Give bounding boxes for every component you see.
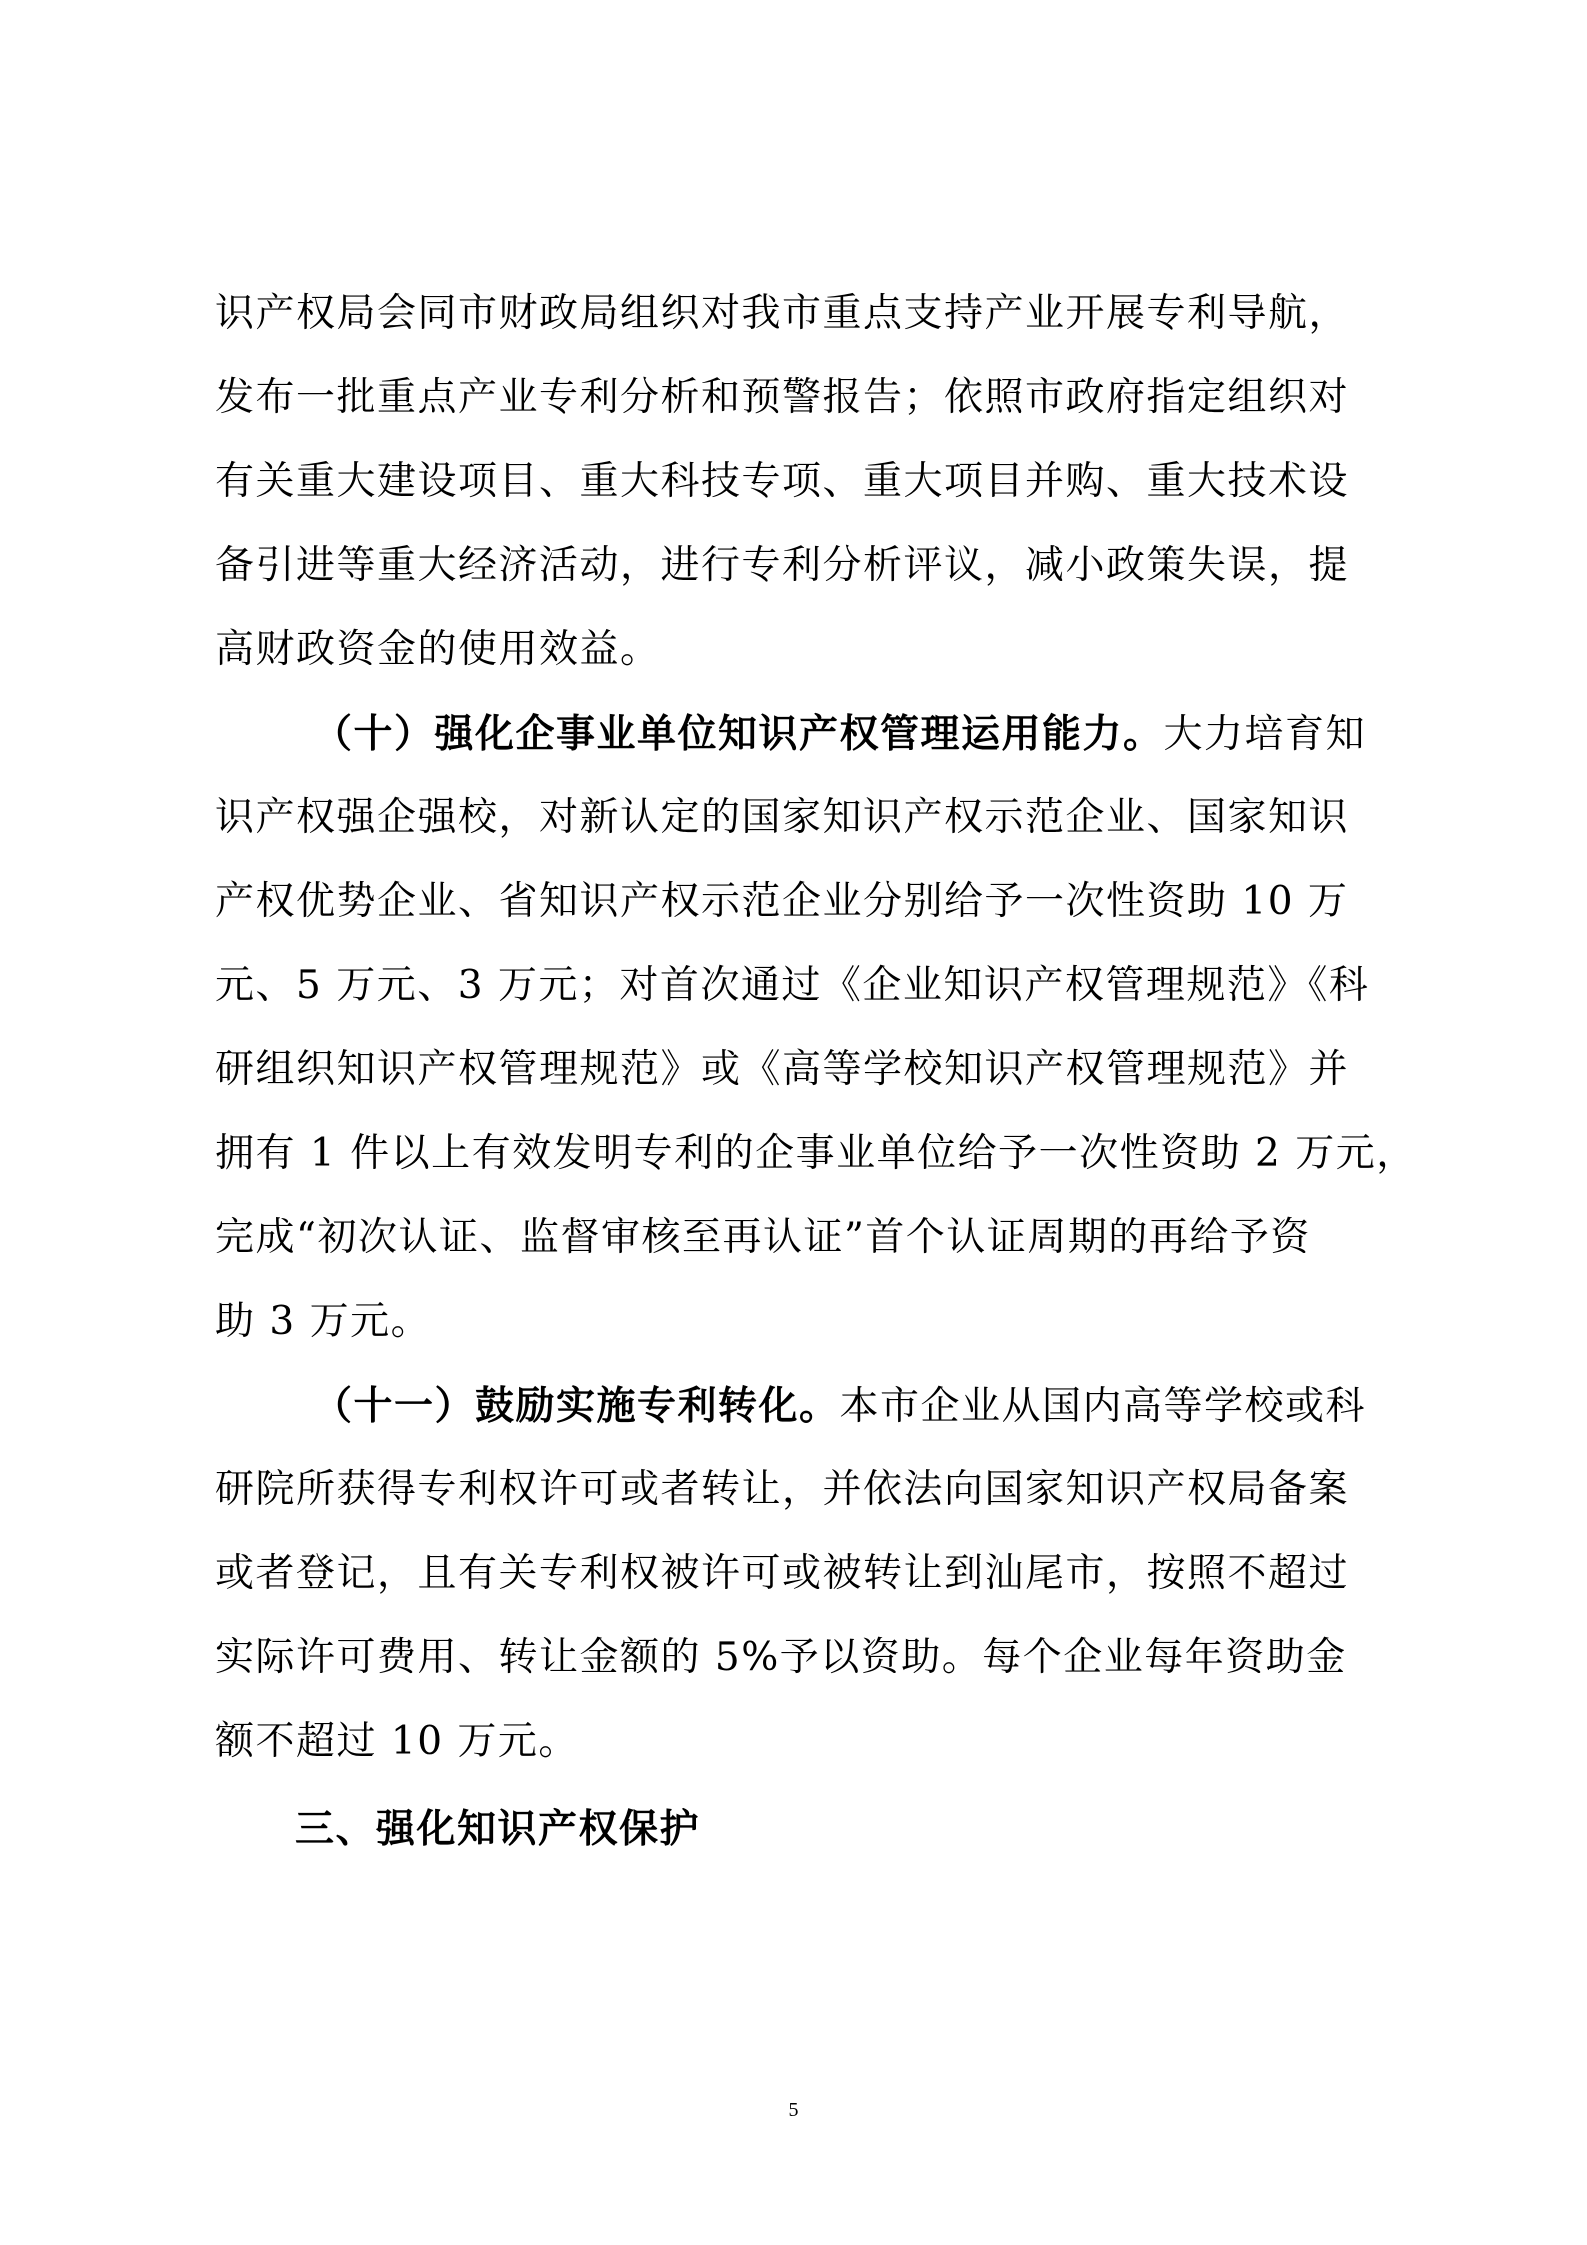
paragraph-3-line-5: 额不超过 10 万元。 bbox=[215, 1719, 579, 1764]
paragraph-2-line-2: 识产权强企强校，对新认定的国家知识产权示范企业、国家知识 bbox=[215, 795, 1350, 840]
paragraph-3-heading: （十一）鼓励实施专利转化。 bbox=[313, 1383, 840, 1429]
paragraph-1-line-1: 识产权局会同市财政局组织对我市重点支持产业开展专利导航， bbox=[215, 291, 1350, 336]
paragraph-2-line-5: 研组织知识产权管理规范》或《高等学校知识产权管理规范》并 bbox=[215, 1047, 1350, 1092]
paragraph-1-line-3: 有关重大建设项目、重大科技专项、重大项目并购、重大技术设 bbox=[215, 459, 1350, 504]
paragraph-1-line-4: 备引进等重大经济活动，进行专利分析评议，减小政策失误，提 bbox=[215, 543, 1350, 588]
paragraph-2-line-3: 产权优势企业、省知识产权示范企业分别给予一次性资助 10 万 bbox=[215, 879, 1349, 924]
paragraph-3-first-line-rest: 本市企业从国内高等学校或科 bbox=[839, 1384, 1367, 1429]
paragraph-1-line-5: 高财政资金的使用效益。 bbox=[215, 627, 661, 672]
paragraph-3-first-line bbox=[313, 1382, 1587, 1431]
section-heading: 三、强化知识产权保护 bbox=[295, 1807, 701, 1852]
paragraph-2-line-6: 拥有 1 件以上有效发明专利的企事业单位给予一次性资助 2 万元， bbox=[215, 1131, 1417, 1176]
paragraph-2-first-line bbox=[313, 710, 1587, 759]
paragraph-2-first-line-rest: 大力培育知 bbox=[1163, 712, 1367, 757]
paragraph-1-line-2: 发布一批重点产业专利分析和预警报告；依照市政府指定组织对 bbox=[215, 375, 1350, 420]
paragraph-3-line-2: 研院所获得专利权许可或者转让，并依法向国家知识产权局备案 bbox=[215, 1467, 1350, 1512]
paragraph-2-line-4: 元、5 万元、3 万元；对首次通过《企业知识产权管理规范》《科 bbox=[215, 963, 1370, 1008]
paragraph-2-heading: （十）强化企事业单位知识产权管理运用能力。 bbox=[313, 711, 1164, 757]
paragraph-2-line-7: 完成“初次认证、监督审核至再认证”首个认证周期的再给予资 bbox=[215, 1215, 1311, 1260]
paragraph-3-line-3: 或者登记，且有关专利权被许可或被转让到汕尾市，按照不超过 bbox=[215, 1551, 1350, 1596]
paragraph-2-line-8: 助 3 万元。 bbox=[215, 1299, 432, 1344]
page-number: 5 bbox=[788, 2099, 799, 2121]
paragraph-3-line-4: 实际许可费用、转让金额的 5%予以资助。每个企业每年资助金 bbox=[215, 1635, 1347, 1680]
